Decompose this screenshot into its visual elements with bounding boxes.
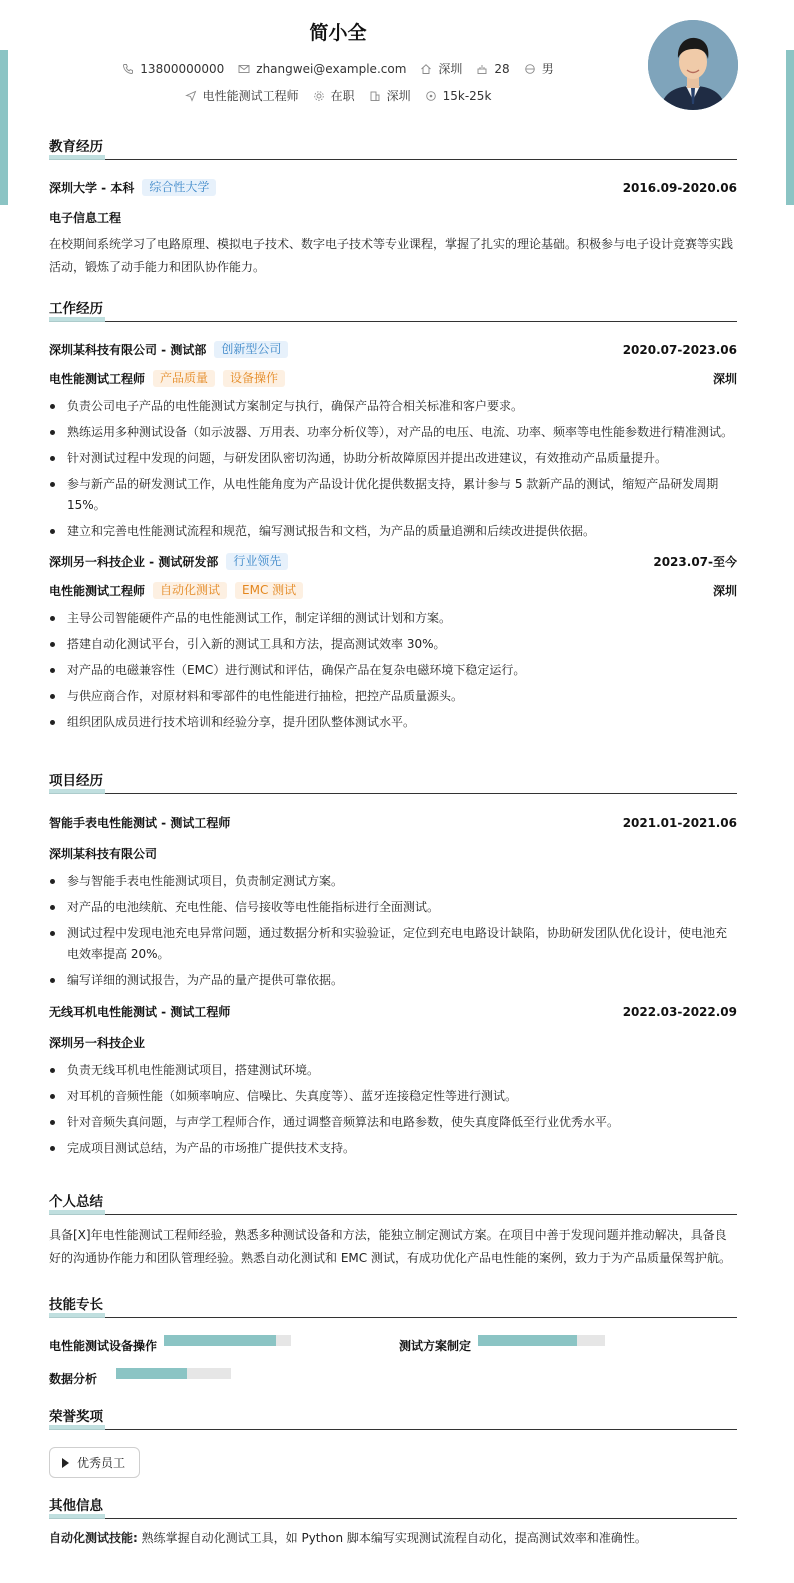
building-icon <box>369 90 381 102</box>
section-title: 技能专长 <box>49 1296 737 1318</box>
gender-text: 男 <box>541 62 554 76</box>
section-title: 项目经历 <box>49 772 737 794</box>
role-name: 电性能测试工程师 <box>49 584 146 598</box>
education-description: 在校期间系统学习了电路原理、模拟电子技术、数字电子技术等专业课程，掌握了扎实的理论基础。积极参与电子设计竞赛等实践活动，锻炼了动手能力和团队协作能力。 <box>49 237 734 274</box>
city-text: 深圳 <box>438 62 463 76</box>
education-header-row <box>49 179 737 196</box>
job-location: 深圳 <box>712 584 737 598</box>
email-text: zhangwei@example.com <box>256 61 407 76</box>
project-header-row <box>49 1003 737 1020</box>
project-bullets <box>49 1060 737 1159</box>
school-name: 深圳大学 - 本科 <box>49 181 135 195</box>
list-item: 负责无线耳机电性能测试项目，搭建测试环境。 <box>49 1060 737 1081</box>
work-section <box>49 300 737 738</box>
project-company-row <box>49 1034 737 1051</box>
company-name: 深圳某科技有限公司 - 测试部 <box>49 343 207 357</box>
status-text: 在职 <box>330 89 355 103</box>
list-item: 与供应商合作，对原材料和零部件的电性能进行抽检，把控产品质量源头。 <box>49 686 737 707</box>
list-item: 负责公司电子产品的电性能测试方案制定与执行，确保产品符合相关标准和客户要求。 <box>49 396 737 417</box>
section-title: 其他信息 <box>49 1497 737 1519</box>
gear-icon <box>313 90 325 102</box>
role-tag: 自动化测试 <box>153 582 227 599</box>
awards-section <box>49 1408 737 1478</box>
job-title-item <box>185 87 299 104</box>
salary-text: 15k-25k <box>442 88 492 103</box>
project-company-row <box>49 845 737 862</box>
play-icon <box>62 1458 69 1468</box>
skill-name: 电性能测试设备操作 <box>49 1339 158 1353</box>
role-row <box>49 370 737 387</box>
list-item: 针对测试过程中发现的问题，与研发团队密切沟通，协助分析故障原因并提出改进建议，有效推动产品质量提升。 <box>49 448 737 469</box>
phone-item <box>122 62 224 76</box>
section-title: 教育经历 <box>49 138 737 160</box>
age-text: 28 <box>494 61 510 76</box>
list-item: 针对音频失真问题，与声学工程师合作，通过调整音频算法和电路参数，使失真度降低至行业优秀水平。 <box>49 1112 737 1133</box>
skill-name: 测试方案制定 <box>399 1339 472 1353</box>
resume-header <box>0 0 794 130</box>
role-row <box>49 582 737 599</box>
project-company: 深圳另一科技企业 <box>49 1036 146 1050</box>
job-period: 2023.07-至今 <box>653 555 737 569</box>
company-name: 深圳另一科技企业 - 测试研发部 <box>49 555 219 569</box>
projects-section <box>49 772 737 1164</box>
skill-item <box>49 1337 157 1354</box>
award-badge <box>49 1447 140 1478</box>
other-text: 熟练掌握自动化测试工具，如 Python 脚本编写实现测试流程自动化，提高测试效率和准确性。 <box>141 1531 647 1545</box>
major-row <box>49 209 737 226</box>
home-icon <box>420 63 432 75</box>
major-name: 电子信息工程 <box>49 211 122 225</box>
send-icon <box>185 90 197 102</box>
phone-text: 13800000000 <box>140 61 225 76</box>
award-name: 优秀员工 <box>77 1456 126 1470</box>
job-period: 2020.07-2023.06 <box>622 342 737 357</box>
job-info-row <box>0 87 676 104</box>
age-item <box>476 62 509 76</box>
skill-item <box>399 1337 471 1354</box>
section-title: 荣誉奖项 <box>49 1408 737 1430</box>
education-section <box>49 138 737 279</box>
gender-icon <box>524 63 536 75</box>
list-item: 建立和完善电性能测试流程和规范，编写测试报告和文档，为产品的质量追溯和后续改进提供依据。 <box>49 521 737 542</box>
target-city-item <box>369 87 411 104</box>
summary-text: 具备[X]年电性能测试工程师经验，熟悉多种测试设备和方法，能独立制定测试方案。在项目中善于发现问题并推动解决，具备良好的沟通协作能力和团队管理经验。熟悉自动化测试和 EMC 测试，有成功优化产品电性能的案例，致力于为产品质量保驾护航。 <box>49 1228 731 1265</box>
skill-name: 数据分析 <box>49 1372 98 1386</box>
summary-section <box>49 1193 737 1270</box>
list-item: 搭建自动化测试平台，引入新的测试工具和方法，提高测试效率 30%。 <box>49 634 737 655</box>
mail-icon <box>238 63 250 75</box>
list-item: 组织团队成员进行技术培训和经验分享，提升团队整体测试水平。 <box>49 712 737 733</box>
project-company: 深圳某科技有限公司 <box>49 847 158 861</box>
list-item: 编写详细的测试报告，为产品的量产提供可靠依据。 <box>49 970 737 991</box>
list-item: 对产品的电磁兼容性（EMC）进行测试和评估，确保产品在复杂电磁环境下稳定运行。 <box>49 660 737 681</box>
gender-item <box>524 60 554 77</box>
status-item <box>313 87 355 104</box>
cake-icon <box>476 63 488 75</box>
section-title: 工作经历 <box>49 300 737 322</box>
role-name: 电性能测试工程师 <box>49 372 146 386</box>
email-item <box>238 62 406 76</box>
project-name: 智能手表电性能测试 - 测试工程师 <box>49 816 231 830</box>
company-tag: 创新型公司 <box>214 341 288 358</box>
skill-level-fill <box>478 1335 577 1346</box>
list-item: 对产品的电池续航、充电性能、信号接收等电性能指标进行全面测试。 <box>49 897 737 918</box>
city-item <box>420 60 462 77</box>
target-city-text: 深圳 <box>386 89 411 103</box>
other-label: 自动化测试技能: <box>49 1531 138 1545</box>
job-header-row <box>49 553 737 570</box>
job-header-row <box>49 341 737 358</box>
skill-level-fill <box>164 1335 276 1346</box>
role-tag: 设备操作 <box>223 370 285 387</box>
company-tag: 行业领先 <box>226 553 288 570</box>
list-item: 对耳机的音频性能（如频率响应、信噪比、失真度等）、蓝牙连接稳定性等进行测试。 <box>49 1086 737 1107</box>
coin-icon <box>425 90 437 102</box>
list-item: 熟练运用多种测试设备（如示波器、万用表、功率分析仪等），对产品的电压、电流、功率、频率等电性能参数进行精准测试。 <box>49 422 737 443</box>
skills-section <box>49 1296 737 1396</box>
job-location: 深圳 <box>712 372 737 386</box>
project-bullets <box>49 871 737 991</box>
phone-icon <box>122 63 134 75</box>
list-item: 参与智能手表电性能测试项目，负责制定测试方案。 <box>49 871 737 892</box>
project-period: 2022.03-2022.09 <box>622 1004 737 1019</box>
list-item: 测试过程中发现电池充电异常问题，通过数据分析和实验验证，定位到充电电路设计缺陷，协助研发团队优化设计，使电池充电效率提高 20%。 <box>49 923 737 965</box>
list-item: 主导公司智能硬件产品的电性能测试工作，制定详细的测试计划和方案。 <box>49 608 737 629</box>
job-bullets <box>49 396 737 542</box>
contact-info-row <box>0 60 676 77</box>
school-tag: 综合性大学 <box>142 179 216 196</box>
salary-item <box>425 89 492 103</box>
education-period: 2016.09-2020.06 <box>622 180 737 195</box>
candidate-name: 简小全 <box>309 22 367 44</box>
other-section <box>49 1497 737 1550</box>
profile-photo <box>648 20 738 110</box>
role-tag: EMC 测试 <box>235 582 303 599</box>
job-title-text: 电性能测试工程师 <box>202 89 299 103</box>
skill-item <box>49 1370 97 1387</box>
job-bullets <box>49 608 737 733</box>
project-name: 无线耳机电性能测试 - 测试工程师 <box>49 1005 231 1019</box>
section-title: 个人总结 <box>49 1193 737 1215</box>
project-header-row <box>49 814 737 831</box>
other-info <box>49 1527 737 1550</box>
project-period: 2021.01-2021.06 <box>622 815 737 830</box>
list-item: 参与新产品的研发测试工作，从电性能角度为产品设计优化提供数据支持，累计参与 5 款新产品的测试，缩短产品研发周期 15%。 <box>49 474 737 516</box>
list-item: 完成项目测试总结，为产品的市场推广提供技术支持。 <box>49 1138 737 1159</box>
role-tag: 产品质量 <box>153 370 215 387</box>
skill-level-fill <box>116 1368 187 1379</box>
